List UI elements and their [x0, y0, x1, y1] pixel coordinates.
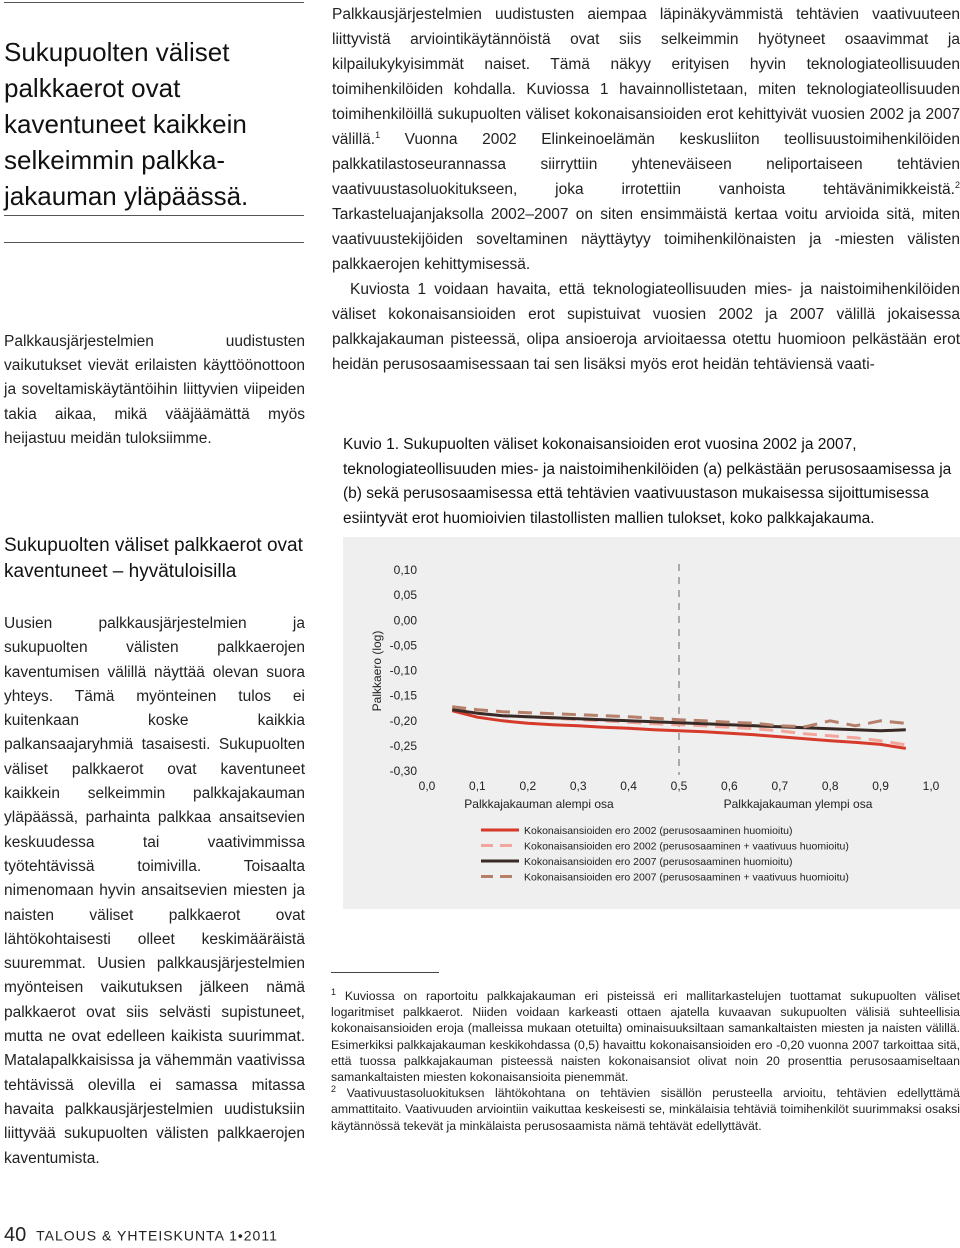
footnote-1 [331, 988, 960, 1085]
y-tick-label: -0,30 [389, 764, 417, 778]
right-body-text [332, 2, 960, 377]
y-tick-label: -0,15 [389, 688, 417, 703]
right-p1-part-a: Palkkausjärjestelmien uudistusten aiempaa läpinäkyvämmistä tehtävien vaativuuteen liittyvistä arviointikäytännöistä ovat siis selkeimmin hyötyneet osaavimmat ja kilpailukykyisimmät naiset. Tämä näkyy erityisen hyvin teknologiateollisuuden toimihenkilöiden kohdalla. Kuviossa 1 havainnollistetaan, miten teknologiateollisuuden toimihenkilöillä sukupuolten väliset kokonaisansioiden erot kehittyivät vuosien 2002 ja 2007 välillä. [332, 6, 960, 148]
top-rule [4, 2, 304, 3]
legend-label-4: Kokonaisansioiden ero 2007 (perusosaaminen + vaativuus huomioitu) [524, 871, 849, 884]
footnote-2 [331, 1085, 960, 1134]
legend-label-2: Kokonaisansioiden ero 2002 (perusosaaminen + vaativuus huomioitu) [524, 840, 849, 853]
chart-legend [481, 825, 849, 884]
footnotes [331, 988, 960, 1134]
footnote-2-text: Vaativuustasoluokituksen lähtökohtana on tehtävien sisällön perusteella arvioitu, tehtävien edellyttämä ammattitaito. Vaativuuden arviointiin vaikuttaa keskeisesti se, minkälaisia tehtäviä toimihenkilöt suurimmaksi osaksi käytännössä tekevät ja minkälaista perusosaamista nämä tehtävät edellyttävät. [331, 1086, 960, 1133]
x-tick-label: 0,8 [821, 779, 839, 793]
footnote-ref-2: 2 [954, 179, 960, 190]
y-tick-label: -0,10 [389, 663, 417, 678]
journal-name: TALOUS & YHTEISKUNTA 1•2011 [36, 1227, 278, 1244]
page-number: 40 [4, 1224, 27, 1246]
footnote-rule [331, 972, 439, 973]
right-paragraph-1 [332, 2, 960, 277]
x-tick-label: 0,1 [469, 779, 486, 793]
pullquote-rule-1 [4, 215, 304, 216]
y-tick-label: 0,10 [393, 563, 417, 577]
right-p1-part-b: Vuonna 2002 Elinkeinoelämän keskusliiton teollisuustoimihenkilöiden palkkatilastoseurannassa siirryttiin yhteneväiseen neliportaiseen tehtävien vaativuustasoluokitukseen, joka irrotettiin vanhoista tehtävänimikkeistä. [332, 131, 960, 198]
footnote-2-mark: 2 [331, 1084, 337, 1095]
legend-label-1: Kokonaisansioiden ero 2002 (perusosaaminen huomioitu) [524, 825, 793, 837]
x-tick-label: 0,3 [569, 779, 587, 793]
x-tick-label: 0,2 [519, 779, 537, 793]
page-footer [4, 1224, 278, 1247]
x-tick-label: 0,9 [872, 779, 889, 793]
footnote-1-mark: 1 [331, 986, 337, 997]
pullquote-rule-2 [4, 242, 304, 243]
x-tick-labels [419, 779, 940, 793]
y-tick-label: 0,00 [393, 613, 417, 628]
y-tick-label: 0,05 [393, 588, 417, 603]
figure-caption: Kuvio 1. Sukupuolten väliset kokonaisansioiden erot vuosina 2002 ja 2007, teknologiateollisuuden mies- ja naistoimihenkilöiden (a) pelkästään perusosaamisessa ja (b) sekä perusosaamisessa että tehtävien vaativuustason mukaisessa sijoittumisessa esiintyvät erot huomioivien tilastollisten mallien tulokset, koko palkkajakauma. [343, 436, 952, 527]
pull-quote: Sukupuolten väliset palkkaerot ovat kaventuneet kaikkein selkeimmin palkkajakauman yläpäässä. [4, 37, 249, 211]
left-body-paragraph: Uusien palkkausjärjestelmien ja sukupuolten välisten palkkaerojen kaventumisen välillä näyttää olevan suora yhteys. Tämä myönteinen tulos ei kuitenkaan koske kaikkia palkansaajaryhmiä tasaisesti. Sukupuolten väliset palkkaerot ovat kaventuneet kaikkein selkeimmin palkkajakauman yläpäässä, parhainta palkkaa ansaitsevien keskuudessa tai vaativimmissa työtehtävissä toimivilla. Toisaalta nimenomaan hyvin ansaitsevien miesten ja naisten väliset palkkaerot ovat lähtökohtaisesti olleet keskimääräistä suuremmat. Uusien palkkausjärjestelmien myönteisen vaikutuksen jälkeen nämä palkkaerot ovat siis selvästi supistuneet, mutta ne ovat edelleen kaikista suurimmat. Matalapalkkaisissa ja vähemmän vaativissa tehtävissä olevilla ei samassa mitassa havaita palkkausjärjestelmien uudistuksiin liittyvää sukupuolten välisten palkkaerojen kaventumista. [4, 615, 305, 1167]
x-axis-label-lower: Palkkajakauman alempi osa [464, 797, 614, 811]
x-tick-label: 0,0 [418, 779, 436, 793]
x-tick-label: 1,0 [922, 779, 940, 793]
x-axis-label-upper: Palkkajakauman ylempi osa [723, 797, 873, 811]
legend-label-3: Kokonaisansioiden ero 2007 (perusosaaminen huomioitu) [524, 856, 793, 868]
x-tick-label: 0,5 [670, 779, 688, 793]
x-tick-label: 0,7 [771, 779, 789, 793]
y-tick-labels [390, 563, 418, 778]
line-chart [343, 537, 960, 909]
right-paragraph-2: Kuviosta 1 voidaan havaita, että teknologiateollisuuden mies- ja naistoimihenkilöiden väliset kokonaisansioiden erot supistuivat vuosien 2002 ja 2007 välillä jokaisessa palkkajakauman pisteessä, olipa ansioeroja arvioitaessa otettu huomioon pelkästään erot heidän perusosaamisessaan tai sen lisäksi myös erot heidän tehtäviensä vaati- [332, 281, 960, 373]
chart-panel [343, 537, 960, 909]
footnote-1-text: Kuviossa on raportoitu palkkajakauman eri pisteissä eri mallitarkastelujen tuottamat sukupuolten väliset logaritmiset palkkaerot. Niiden voidaan karkeasti ottaen ajatella kuvaavan sukupuolten välisiä suhteellisia kokonaisansioiden eroja (malleissa mukaan otetuilta) ominaisuuksiltaan samankaltaisten miesten ja naisten välillä. Esimerkiksi palkkajakauman keskikohdassa (0,5) havaittu kokonaisansioiden ero -0,20 vuonna 2007 tarkoittaa sitä, että tuossa palkkajakauman pisteessä naisten kokonaisansiot olivat noin 20 prosenttia perusosaamiseltaan samankaltaisten miesten kokonaisansioita pienemmät. [331, 989, 960, 1085]
x-tick-label: 0,6 [721, 779, 738, 793]
y-tick-label: -0,05 [389, 638, 417, 653]
x-tick-label: 0,4 [620, 779, 637, 793]
left-intro-paragraph: Palkkausjärjestelmien uudistusten vaikutukset vievät erilaisten käyttöönottoon ja soveltamiskäytäntöihin liittyvien viipeiden takia aikaa, mikä vääjäämättä myös heijastuu meidän tuloksiimme. [4, 333, 305, 447]
footnote-ref-1: 1 [375, 129, 381, 140]
y-tick-label: -0,25 [389, 738, 417, 753]
section-subheading: Sukupuolten väliset palkkaerot ovat kaventuneet – hyvätuloisilla [4, 535, 303, 582]
y-axis-label: Palkkaero (log) [370, 630, 384, 712]
right-p1-part-c: Tarkasteluajanjaksolla 2002–2007 on siten ensimmäistä kertaa voitu arvioida sitä, miten vaativuustekijöiden soveltaminen näyttäytyy toimihenkilönaisten ja -miesten välisten palkkaerojen kehittymisessä. [332, 206, 960, 273]
y-tick-label: -0,20 [389, 713, 417, 728]
